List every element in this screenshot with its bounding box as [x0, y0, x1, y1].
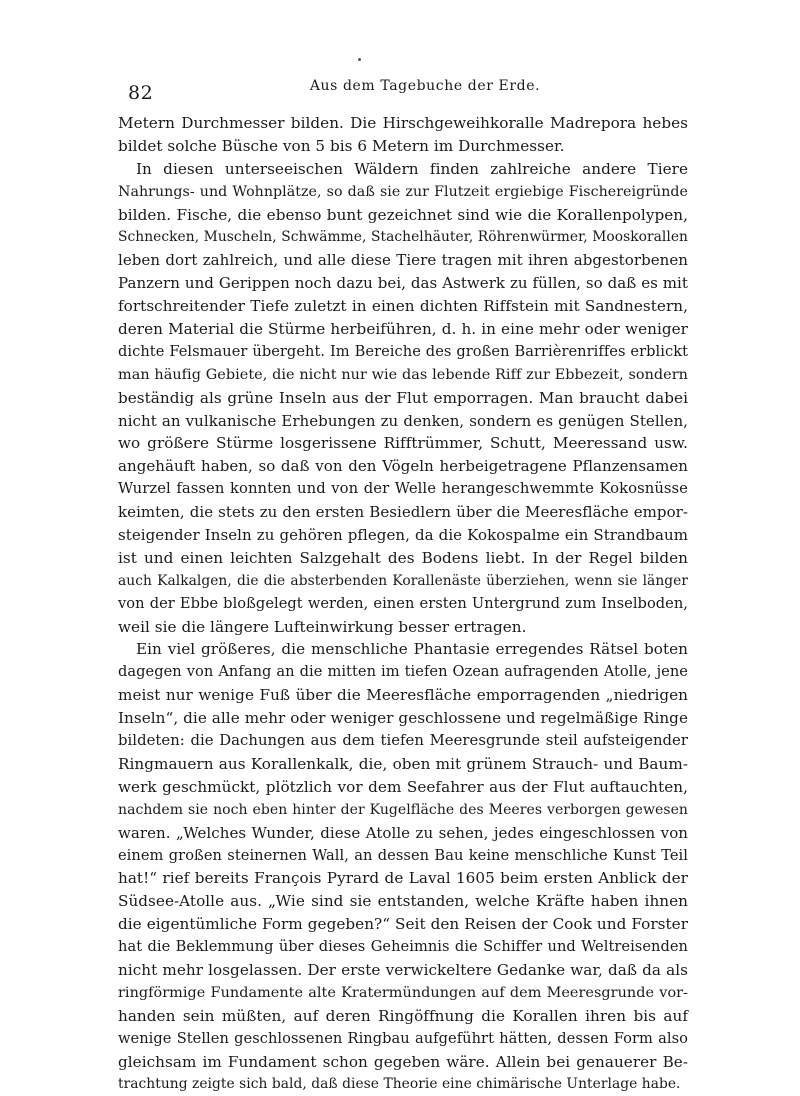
- text-line: man häufig Gebiete, die nicht nur wie das lebende Riff zur Ebbezeit, sondern: [118, 366, 688, 383]
- text-line: waren. „Welches Wunder, diese Atolle zu sehen, jedes eingeschlossen von: [118, 823, 688, 842]
- text-line: Ringmauern aus Korallenkalk, die, oben mit grünem Strauch- und Baum-: [118, 754, 688, 773]
- text-line: auch Kalkalgen, die die absterbenden Korallenäste überziehen, wenn sie länger: [118, 572, 688, 589]
- body-text: [118, 112, 688, 1096]
- text-line: Wurzel fassen konnten und von der Welle herangeschwemmte Kokosnüsse: [118, 480, 688, 498]
- text-line: beständig als grüne Inseln aus der Flut emporragen. Man braucht dabei: [118, 388, 688, 407]
- text-line: leben dort zahlreich, und alle diese Tiere tragen mit ihren abgestorbenen: [118, 251, 688, 270]
- page-number: 82: [128, 82, 154, 104]
- text-line: ringförmige Fundamente alte Kratermündungen auf dem Meeresgrunde vor-: [118, 984, 688, 1001]
- text-line: wo größere Stürme losgerissene Rifftrümmer, Schutt, Meeressand usw.: [118, 434, 688, 453]
- text-line: werk geschmückt, plötzlich vor dem Seefahrer aus der Flut auftauchten,: [118, 777, 688, 796]
- text-line: gleichsam im Fundament schon gegeben wäre. Allein bei genauerer Be-: [118, 1052, 688, 1071]
- text-line: angehäuft haben, so daß von den Vögeln herbeigetragene Pflanzensamen: [118, 457, 688, 476]
- page-dot: [358, 58, 361, 61]
- text-line: weil sie die längere Lufteinwirkung besser ertragen.: [118, 617, 527, 636]
- text-line: deren Material die Stürme herbeiführen, d. h. in eine mehr oder weniger: [118, 320, 688, 339]
- text-line: fortschreitender Tiefe zuletzt in einen dichten Riffstein mit Sandnestern,: [118, 297, 688, 316]
- page-header: [0, 78, 800, 108]
- text-line: nachdem sie noch eben hinter der Kugelfläche des Meeres verborgen gewesen: [118, 801, 688, 818]
- text-line: Ein viel größeres, die menschliche Phantasie erregendes Rätsel boten: [136, 640, 688, 659]
- text-line: wenige Stellen geschlossenen Ringbau aufgeführt hätten, dessen Form also: [118, 1029, 688, 1047]
- text-line: bilden. Fische, die ebenso bunt gezeichnet sind wie die Korallenpolypen,: [118, 205, 688, 224]
- text-line: dichte Felsmauer übergeht. Im Bereiche des großen Barrièrenriffes erblickt: [118, 342, 688, 360]
- text-line: handen sein müßten, auf deren Ringöffnung die Korallen ihren bis auf: [118, 1006, 688, 1025]
- text-line: ist und einen leichten Salzgehalt des Bodens liebt. In der Regel bilden: [118, 548, 688, 567]
- text-line: dagegen von Anfang an die mitten im tiefen Ozean aufragenden Atolle, jene: [118, 663, 688, 681]
- text-line: bildet solche Büsche von 5 bis 6 Metern im Durchmesser.: [118, 136, 565, 155]
- running-head: Aus dem Tagebuche der Erde.: [309, 78, 541, 94]
- text-line: bildeten: die Dachungen aus dem tiefen Meeresgrunde steil aufsteigender: [118, 732, 688, 750]
- paragraph: [118, 158, 688, 639]
- text-line: Südsee-Atolle aus. „Wie sind sie entstanden, welche Kräfte haben ihnen: [118, 892, 688, 911]
- text-line: Inseln“, die alle mehr oder weniger geschlossene und regelmäßige Ringe: [118, 709, 688, 728]
- text-line: keimten, die stets zu den ersten Besiedlern über die Meeresfläche empor-: [118, 503, 688, 522]
- text-line: hat!“ rief bereits François Pyrard de Laval 1605 beim ersten Anblick der: [118, 869, 688, 888]
- text-line: die eigentümliche Form gegeben?“ Seit den Reisen der Cook und Forster: [118, 915, 688, 934]
- paragraph: [118, 638, 688, 1096]
- text-line: trachtung zeigte sich bald, daß diese Theorie eine chimärische Unterlage habe.: [118, 1076, 681, 1093]
- text-line: Schnecken, Muscheln, Schwämme, Stachelhäuter, Röhrenwürmer, Mooskorallen: [118, 229, 688, 246]
- text-line: einem großen steinernen Wall, an dessen Bau keine menschliche Kunst Teil: [118, 846, 688, 864]
- text-line: In diesen unterseeischen Wäldern finden zahlreiche andere Tiere: [136, 159, 688, 178]
- text-line: Metern Durchmesser bilden. Die Hirschgeweihkoralle Madrepora hebes: [118, 114, 688, 132]
- text-line: nicht an vulkanische Erhebungen zu denken, sondern es genügen Stellen,: [118, 411, 688, 430]
- text-line: steigender Inseln zu gehören pflegen, da die Kokospalme ein Strandbaum: [118, 526, 688, 545]
- text-line: von der Ebbe bloßgelegt werden, einen ersten Untergrund zum Inselboden,: [118, 594, 688, 612]
- text-line: meist nur wenige Fuß über die Meeresfläche emporragenden „niedrigen: [118, 686, 688, 705]
- text-line: Panzern und Gerippen noch dazu bei, das Astwerk zu füllen, so daß es mit: [118, 274, 688, 293]
- text-line: hat die Beklemmung über dieses Geheimnis die Schiffer und Weltreisenden: [118, 938, 688, 956]
- text-line: Nahrungs- und Wohnplätze, so daß sie zur Flutzeit ergiebige Fischereigründe: [118, 183, 688, 200]
- paragraph: [118, 112, 688, 158]
- text-line: nicht mehr losgelassen. Der erste verwickeltere Gedanke war, daß da als: [118, 960, 688, 979]
